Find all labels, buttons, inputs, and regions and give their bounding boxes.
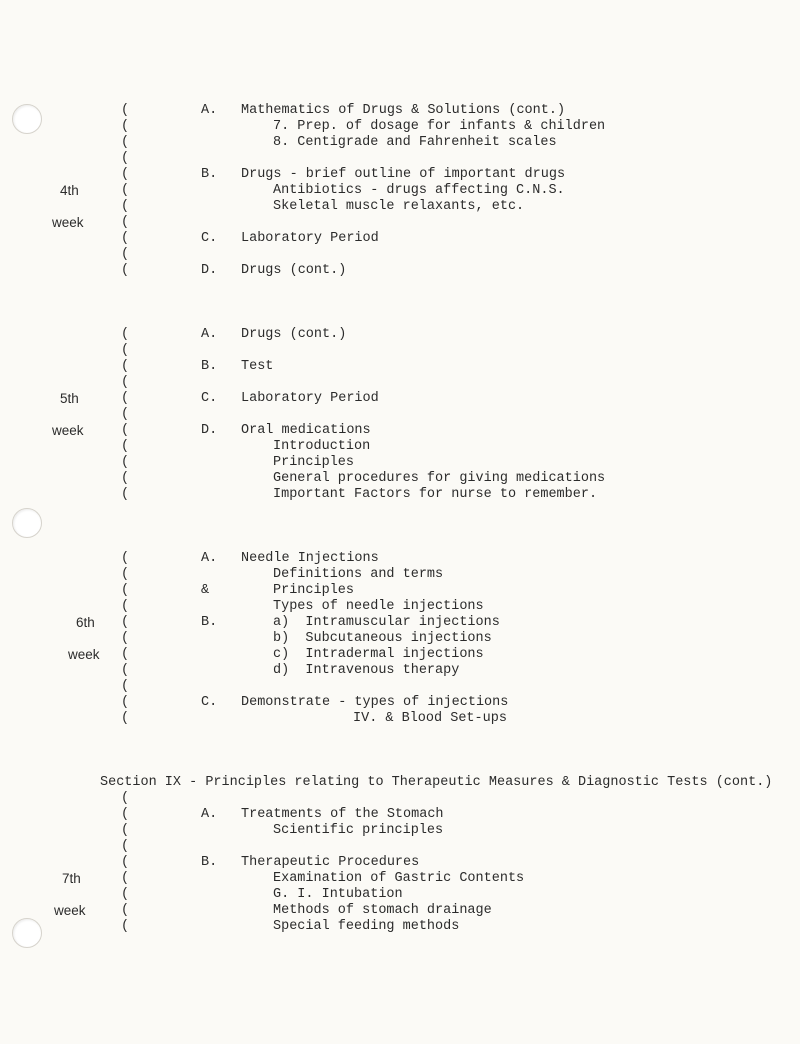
sub-item-text: Types of needle injections [273, 599, 484, 614]
week-number: 5th [60, 391, 79, 406]
week-number: 6th [76, 615, 95, 630]
bracket-paren: ( [121, 631, 130, 646]
bracket-paren: ( [121, 807, 130, 822]
punch-hole [12, 104, 42, 134]
bracket-paren: ( [121, 407, 130, 422]
item-text: Drugs (cont.) [241, 263, 347, 278]
sub-item-text: 7. Prep. of dosage for infants & children [273, 119, 606, 134]
bracket-paren: ( [121, 215, 130, 230]
section-title: Section IX - Principles relating to Therapeutic Measures & Diagnostic Tests (cont.) [100, 775, 773, 790]
item-letter: A. [201, 327, 218, 342]
week-number: 7th [62, 871, 81, 886]
week-label: week [52, 215, 84, 230]
item-text: Mathematics of Drugs & Solutions (cont.) [241, 103, 566, 118]
week-label: week [52, 423, 84, 438]
bracket-paren: ( [121, 711, 130, 726]
bracket-paren: ( [121, 583, 130, 598]
item-text: Treatments of the Stomach [241, 807, 444, 822]
item-letter: B. [201, 359, 218, 374]
sub-item-text: Skeletal muscle relaxants, etc. [273, 199, 525, 214]
bracket-paren: ( [121, 839, 130, 854]
item-text: Therapeutic Procedures [241, 855, 420, 870]
punch-hole [12, 918, 42, 948]
punch-hole [12, 508, 42, 538]
item-text: Laboratory Period [241, 231, 379, 246]
bracket-paren: ( [121, 599, 130, 614]
bracket-paren: ( [121, 343, 130, 358]
item-text: Oral medications [241, 423, 371, 438]
sub-item-text: Principles [273, 455, 355, 470]
sub-item-text: c) Intradermal injections [273, 647, 484, 662]
bracket-paren: ( [121, 663, 130, 678]
sub-item-text: Introduction [273, 439, 371, 454]
item-letter: B. [201, 615, 218, 630]
sub-item-text: G. I. Intubation [273, 887, 403, 902]
item-text: Laboratory Period [241, 391, 379, 406]
bracket-paren: ( [121, 151, 130, 166]
sub-item-text: 8. Centigrade and Fahrenheit scales [273, 135, 557, 150]
sub-item-text: a) Intramuscular injections [273, 615, 500, 630]
bracket-paren: ( [121, 119, 130, 134]
bracket-paren: ( [121, 887, 130, 902]
bracket-paren: ( [121, 919, 130, 934]
week-label: week [68, 647, 100, 662]
sub-item-text: IV. & Blood Set-ups [353, 711, 507, 726]
week-number: 4th [60, 183, 79, 198]
item-text: Demonstrate - types of injections [241, 695, 509, 710]
sub-item-text: Examination of Gastric Contents [273, 871, 525, 886]
item-letter: C. [201, 391, 218, 406]
item-letter: C. [201, 695, 218, 710]
bracket-paren: ( [121, 615, 130, 630]
bracket-paren: ( [121, 135, 130, 150]
bracket-paren: ( [121, 391, 130, 406]
item-letter: D. [201, 263, 218, 278]
sub-item-text: Special feeding methods [273, 919, 460, 934]
bracket-paren: ( [121, 567, 130, 582]
item-text: Test [241, 359, 274, 374]
sub-item-text: Antibiotics - drugs affecting C.N.S. [273, 183, 565, 198]
item-letter: D. [201, 423, 218, 438]
bracket-paren: ( [121, 263, 130, 278]
sub-item-text: Scientific principles [273, 823, 444, 838]
bracket-paren: ( [121, 471, 130, 486]
sub-item-text: Definitions and terms [273, 567, 444, 582]
week-label: week [54, 903, 86, 918]
bracket-paren: ( [121, 487, 130, 502]
bracket-paren: ( [121, 551, 130, 566]
bracket-paren: ( [121, 247, 130, 262]
bracket-paren: ( [121, 695, 130, 710]
bracket-paren: ( [121, 647, 130, 662]
item-text: Needle Injections [241, 551, 379, 566]
bracket-paren: ( [121, 359, 130, 374]
item-text: Drugs - brief outline of important drugs [241, 167, 566, 182]
bracket-paren: ( [121, 231, 130, 246]
sub-item-text: Methods of stomach drainage [273, 903, 492, 918]
sub-item-text: Principles [273, 583, 355, 598]
bracket-paren: ( [121, 455, 130, 470]
bracket-paren: ( [121, 375, 130, 390]
bracket-paren: ( [121, 103, 130, 118]
item-letter: B. [201, 167, 218, 182]
item-letter: A. [201, 551, 218, 566]
item-letter: B. [201, 855, 218, 870]
sub-item-text: d) Intravenous therapy [273, 663, 460, 678]
bracket-paren: ( [121, 423, 130, 438]
bracket-paren: ( [121, 327, 130, 342]
sub-item-text: General procedures for giving medications [273, 471, 606, 486]
bracket-paren: ( [121, 823, 130, 838]
bracket-paren: ( [121, 199, 130, 214]
item-text: Drugs (cont.) [241, 327, 347, 342]
item-letter: C. [201, 231, 218, 246]
bracket-paren: ( [121, 855, 130, 870]
bracket-paren: ( [121, 791, 130, 806]
bracket-paren: ( [121, 167, 130, 182]
item-letter: & [201, 583, 210, 598]
bracket-paren: ( [121, 679, 130, 694]
bracket-paren: ( [121, 439, 130, 454]
bracket-paren: ( [121, 183, 130, 198]
bracket-paren: ( [121, 871, 130, 886]
bracket-paren: ( [121, 903, 130, 918]
sub-item-text: b) Subcutaneous injections [273, 631, 492, 646]
sub-item-text: Important Factors for nurse to remember. [273, 487, 598, 502]
item-letter: A. [201, 807, 218, 822]
item-letter: A. [201, 103, 218, 118]
